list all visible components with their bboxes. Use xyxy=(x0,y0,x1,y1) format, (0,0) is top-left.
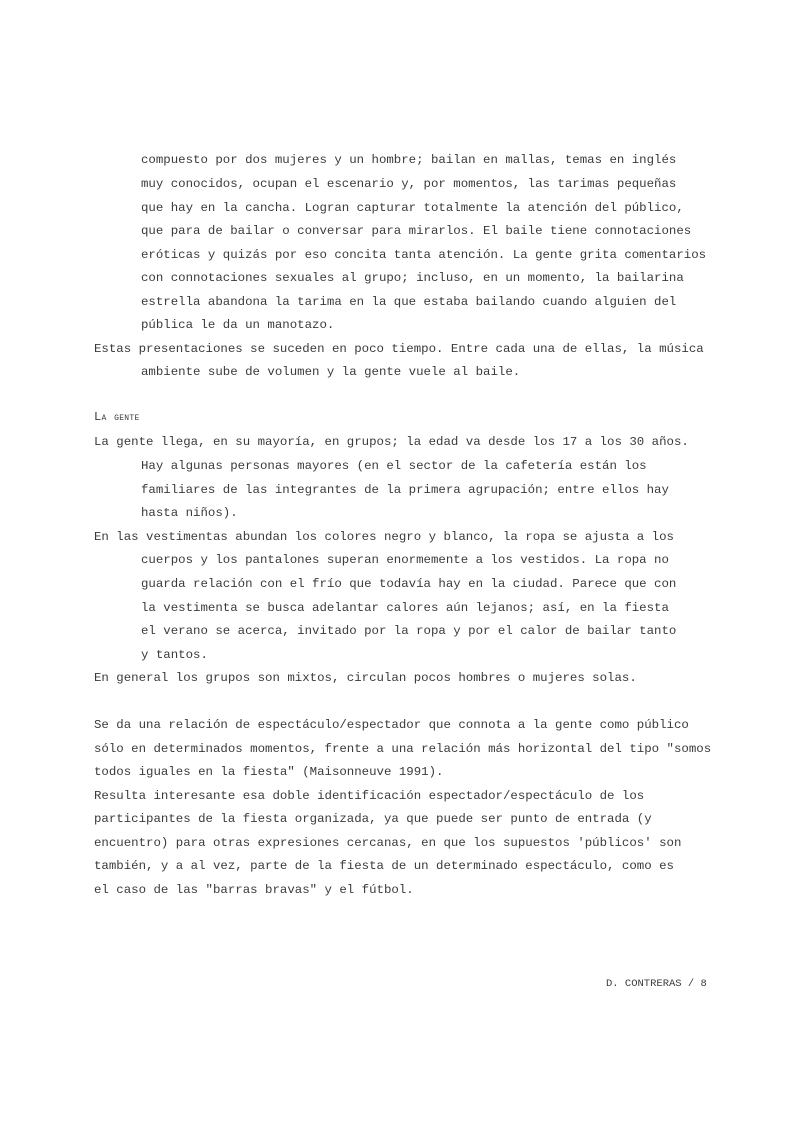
paragraph-line: Se da una relación de espectáculo/espectador que connota a la gente como público xyxy=(94,718,689,732)
paragraph-line: En las vestimentas abundan los colores negro y blanco, la ropa se ajusta a los xyxy=(94,530,674,544)
paragraph-line: Hay algunas personas mayores (en el sector de la cafetería están los xyxy=(141,459,647,473)
paragraph-line: familiares de las integrantes de la primera agrupación; entre ellos hay xyxy=(141,483,669,497)
paragraph-line: Resulta interesante esa doble identificación espectador/espectáculo de los xyxy=(94,789,645,803)
paragraph-line: La gente llega, en su mayoría, en grupos; la edad va desde los 17 a los 30 años. xyxy=(94,435,689,449)
paragraph-line: ambiente sube de volumen y la gente vuele al baile. xyxy=(141,365,521,379)
paragraph-line: que para de bailar o conversar para mirarlos. El baile tiene connotaciones xyxy=(141,224,692,238)
paragraph-line: también, y a al vez, parte de la fiesta de un determinado espectáculo, como es xyxy=(94,859,674,873)
paragraph-line: con connotaciones sexuales al grupo; incluso, en un momento, la bailarina xyxy=(141,271,684,285)
paragraph-line: Estas presentaciones se suceden en poco tiempo. Entre cada una de ellas, la música xyxy=(94,342,704,356)
page-footer: D. CONTRERAS / 8 xyxy=(606,978,707,990)
paragraph-line: cuerpos y los pantalones superan enormemente a los vestidos. La ropa no xyxy=(141,553,669,567)
section-heading: La gente xyxy=(94,410,140,424)
paragraph-line: públicа le da un manotazo. xyxy=(141,318,335,332)
paragraph-line: estrella abandona la tarima en la que estaba bailando cuando alguien del xyxy=(141,295,677,309)
paragraph-line: participantes de la fiesta organizada, ya que puede ser punto de entrada (y xyxy=(94,812,652,826)
paragraph-line: el caso de las "barras bravas" y el fútbol. xyxy=(94,883,414,897)
paragraph-line: la vestimenta se busca adelantar calores aún lejanos; así, en la fiesta xyxy=(141,601,669,615)
paragraph-line: hasta niños). xyxy=(141,506,238,520)
paragraph-line: sólo en determinados momentos, frente a una relación más horizontal del tipo "somos xyxy=(94,742,712,756)
paragraph-line: encuentro) para otras expresiones cercanas, en que los supuestos 'públicos' son xyxy=(94,836,682,850)
paragraph-line: guarda relación con el frío que todavía hay en la ciudad. Parece que con xyxy=(141,577,677,591)
paragraph-line: que hay en la cancha. Logran capturar totalmente la atención del público, xyxy=(141,201,684,215)
paragraph-line: eróticas y quizás por eso concita tanta atención. La gente grita comentarios xyxy=(141,248,707,262)
paragraph-line: compuesto por dos mujeres y un hombre; bailan en mallas, temas en inglés xyxy=(141,153,677,167)
paragraph-line: el verano se acerca, invitado por la ropa y por el calor de bailar tanto xyxy=(141,624,677,638)
paragraph-line: En general los grupos son mixtos, circulan pocos hombres o mujeres solas. xyxy=(94,671,637,685)
paragraph-line: muy conocidos, ocupan el escenario y, por momentos, las tarimas pequeñas xyxy=(141,177,677,191)
paragraph-line: todos iguales en la fiesta" (Maisonneuve 1991). xyxy=(94,765,444,779)
paragraph-line: y tantos. xyxy=(141,648,208,662)
